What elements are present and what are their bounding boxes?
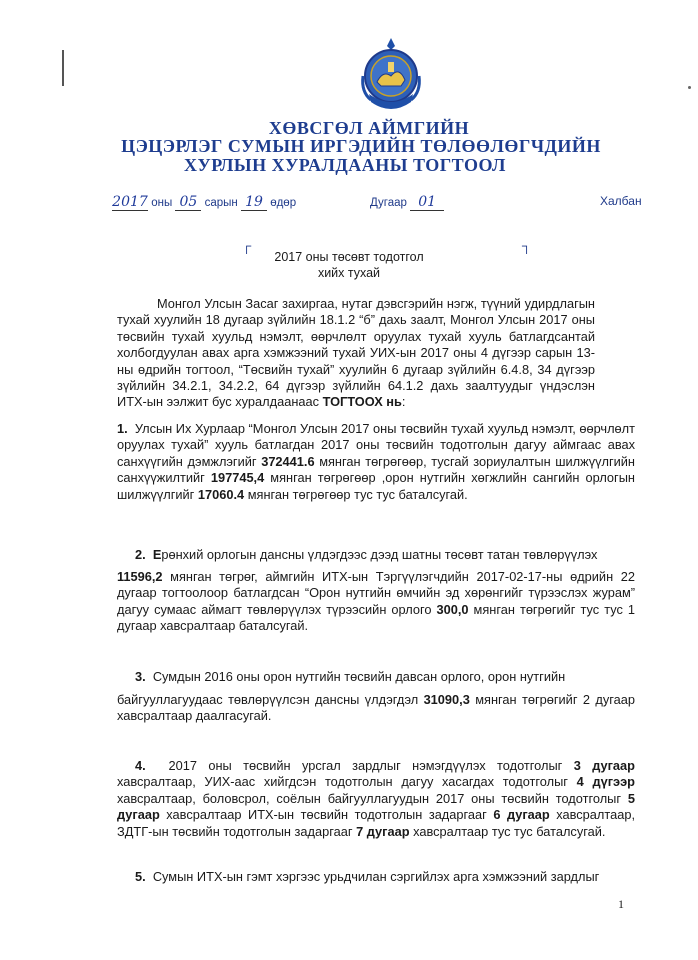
margin-dot <box>688 86 691 89</box>
item-3-number: 3. <box>135 669 146 684</box>
year-handwritten: 2017 <box>112 194 148 210</box>
item-4-paragraph: 4. 2017 оны төсвийн урсгал зардлыг нэмэгдүүлэх тодотголыг 3 дугаар хавсралтаар, УИХ-аас хийгдсэн тодотголын дагуу хасагдах тодотголыг 4 дүгээр хавсралтаар, боловсрол, соёлын байгууллагуудын 2017 оны төсвийн тодотголыг 5 дугаар хавсралтаар ИТХ-ын төсвийн тодотголын задаргааг 6 дугаар хавсралтаар, ЗДТГ-ын төсвийн тодотголын задаргааг 7 дугаар хавсралтаар тус тус баталсугай. <box>117 758 635 839</box>
header-line-resolution: ХУРЛЫН ХУРАЛДААНЫ ТОГТООЛ <box>184 155 506 175</box>
day-label: өдөр <box>270 197 297 209</box>
resolution-title-line1: 2017 оны төсөвт тодотгол <box>274 250 424 264</box>
date-field <box>112 194 296 211</box>
item-3-first-line: 3. Сумдын 2016 оны орон нутгийн төсвийн давсан орлого, орон нутгийн <box>135 669 566 684</box>
number-field <box>370 194 444 211</box>
intro-paragraph: Монгол Улсын Засаг захиргаа, нутаг дэвсгэрийн нэгж, түүний удирдлагын тухай хуулийн 18 дугаар зүйлийн 18.1.2 “б” дахь заалт, Монгол Улсын 2017 оны төсвийн тухай хуульд нэмэлт, өөрчлөлт оруулах тухай хууль батлагдсантай холбогдуулан авах арга хэмжээний тухай УИХ-ын 2017 оны 4 дүгээр сарын 13-ны өдрийн тогтоол, “Төсвийн тухай” хуулийн 6 дугаар зүйлийн 6.4.8, 34 дүгээр зүйлийн 34.2.1, 34.2.2, 64 дүгээр зүйлийн 64.1.2 дахь заалтуудыг үндэслэн ИТХ-ын ээлжит бус хуралдаанаас ТОГТООХ нь: <box>117 296 595 410</box>
state-emblem-icon <box>355 36 427 116</box>
item-1-number: 1. <box>117 421 128 436</box>
month-label: сарын <box>204 197 238 209</box>
day-handwritten: 19 <box>241 194 267 211</box>
number-handwritten: 01 <box>410 194 444 211</box>
year-label: оны <box>151 197 173 209</box>
resolution-title-line2: хийх тухай <box>317 266 381 280</box>
item-4-number: 4. <box>135 758 146 773</box>
item-2-first-line: 2. Ерөнхий орлогын дансны үлдэгдээс дээд шатны төсөвт татан төвлөрүүлэх <box>135 547 598 562</box>
place-name: Халбан <box>600 194 642 208</box>
item-2-paragraph: 11596,2 мянган төгрөг, аймгийн ИТХ-ын Тэргүүлэгчдийн 2017-02-17-ны өдрийн 22 дугаар тогтоолоор батлагдсан “Орон нутгийн өмчийн эд хөрөнгийг түрээслэх журам” дагуу сумаас аймагт төвлөрүүлэх түрээсийн орлого 300,0 мянган төгрөгийг тус тус 1 дугаар хавсралтаар баталсугай. <box>117 569 635 634</box>
intro-bold-decree: ТОГТООХ нь <box>322 394 402 410</box>
page-number: 1 <box>618 897 624 911</box>
title-bracket-right: ┐ <box>522 238 532 253</box>
month-handwritten: 05 <box>175 194 201 211</box>
title-bracket-left: ┌ <box>242 238 252 253</box>
item-5-number: 5. <box>135 869 146 884</box>
header-line-aimag: ХӨВСГӨЛ АЙМГИЙН <box>268 118 470 138</box>
item-2-number: 2. <box>135 547 146 562</box>
number-label: Дугаар <box>370 197 407 209</box>
margin-pen-mark <box>62 50 64 86</box>
item-5-first-line: 5. Сумын ИТХ-ын гэмт хэргээс урьдчилан сэргийлэх арга хэмжээний зардлыг <box>135 869 600 884</box>
item-3-paragraph: байгууллагуудаас төвлөрүүлсэн дансны үлдэгдэл 31090,3 мянган төгрөгийг 2 дугаар хавсралтаар даалгасугай. <box>117 692 635 724</box>
header-line-council: ЦЭЦЭРЛЭГ СУМЫН ИРГЭДИЙН ТӨЛӨӨЛӨГЧДИЙН <box>121 136 601 156</box>
item-1-paragraph: 1. Улсын Их Хурлаар “Монгол Улсын 2017 оны төсвийн тухай хуульд нэмэлт, өөрчлөлт оруулах тухай” хууль батлагдан 2017 оны төсвийн тодотголын дагуу аймгаас авах санхүүгийн дэмжлэгийг 372441.6 мянган төгрөгөөр, тусгай зориулалтын шилжүүлгийн санхүүжилтийг 197745,4 мянган төгрөгөөр ,орон нутгийн хөгжлийн сангийн орлогын шилжүүлгийг 17060.4 мянган төгрөгөөр тус тус баталсугай. <box>117 421 635 502</box>
